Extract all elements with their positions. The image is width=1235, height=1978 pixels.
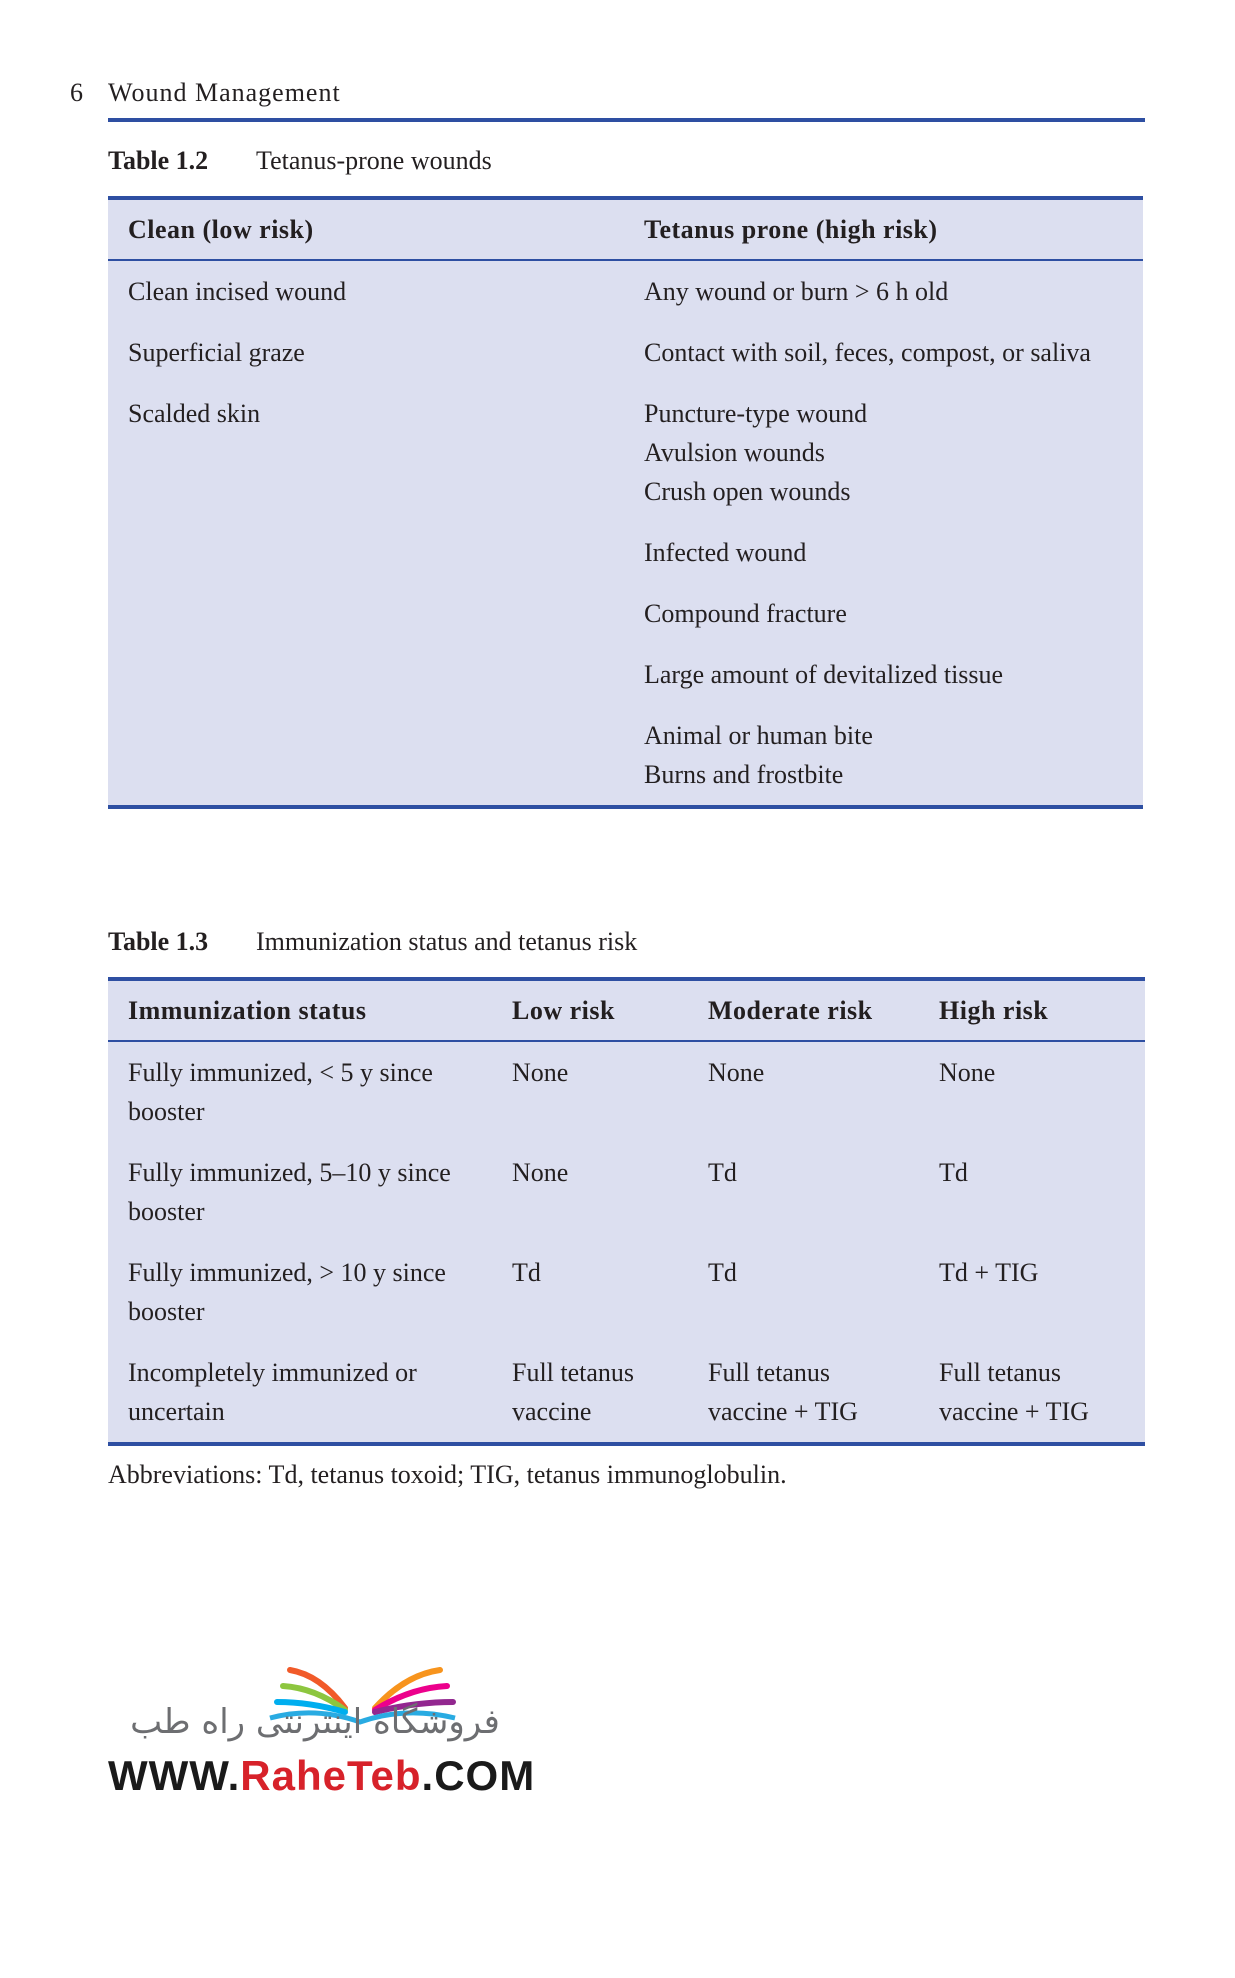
table-cell: Fully immunized, 5–10 y since booster [128,1158,451,1226]
watermark-url [108,1752,535,1800]
table-row [108,260,1143,322]
table-cell: None [512,1158,569,1187]
table-cell: Full tetanus vaccine + TIG [939,1358,1089,1426]
table-number: Table 1.2 [108,146,209,175]
table-cell: Full tetanus vaccine + TIG [708,1358,858,1426]
running-head [70,78,341,108]
table-cell: Td [512,1258,541,1287]
table-header-row [108,198,1143,260]
column-header: Tetanus prone (high risk) [624,198,1143,260]
table-cell [108,644,624,705]
table-row [108,383,1143,522]
table-title: Immunization status and tetanus risk [256,927,638,956]
table-cell: Td [708,1158,737,1187]
table-row [108,522,1143,583]
table-cell: Large amount of devitalized tissue [644,660,1004,689]
table-cell [108,705,624,807]
table-cell: Full tetanus vaccine [512,1358,635,1426]
url-brand: RaheTeb [240,1752,422,1799]
table-cell: Animal or human bite Burns and frostbite [644,721,873,789]
running-title: Wound Management [108,78,341,107]
table-cell: Infected wound [644,538,807,567]
table-cell: Puncture-type wound Avulsion wounds Crush open wounds [644,399,868,506]
table-cell: Contact with soil, feces, compost, or saliva [644,338,1091,367]
table-title: Tetanus-prone wounds [256,146,492,175]
table-cell: Any wound or burn > 6 h old [644,277,949,306]
table-footnote: Abbreviations: Td, tetanus toxoid; TIG, tetanus immunoglobulin. [108,1460,787,1489]
table-row [108,644,1143,705]
table-cell: Incompletely immunized or uncertain [128,1358,417,1426]
table-row [108,1142,1145,1242]
table-number: Table 1.3 [108,927,209,956]
table-cell: Td [708,1258,737,1287]
table-1-2-caption [108,146,492,176]
page-number: 6 [70,78,84,107]
column-header: Low risk [492,979,688,1041]
column-header: Moderate risk [688,979,919,1041]
table-cell: None [939,1058,996,1087]
column-header: Clean (low risk) [108,198,624,260]
table-cell [108,522,624,583]
table-cell: Scalded skin [128,399,261,428]
tetanus-prone-wounds-table [108,196,1143,809]
table-row [108,1242,1145,1342]
watermark-persian-text: فروشگاه اینترنتی راه طب [130,1702,500,1742]
table-row [108,322,1143,383]
table-cell: Compound fracture [644,599,847,628]
table-cell: Fully immunized, > 10 y since booster [128,1258,446,1326]
table-row [108,1342,1145,1444]
table-row [108,583,1143,644]
column-header: Immunization status [108,979,492,1041]
table-header-row [108,979,1145,1041]
table-row [108,705,1143,807]
table-1-3-caption [108,927,637,957]
column-header: High risk [919,979,1145,1041]
table-row [108,1041,1145,1142]
url-suffix: .COM [421,1752,536,1799]
table-cell: Td [939,1158,968,1187]
table-cell: Superficial graze [128,338,305,367]
header-rule [108,118,1145,122]
url-prefix: WWW. [108,1752,241,1799]
table-cell: None [512,1058,569,1087]
immunization-status-table [108,977,1145,1446]
table-cell: Clean incised wound [128,277,347,306]
table-cell: None [708,1058,765,1087]
table-cell: Fully immunized, < 5 y since booster [128,1058,433,1126]
table-cell [108,583,624,644]
table-cell: Td + TIG [939,1258,1039,1287]
